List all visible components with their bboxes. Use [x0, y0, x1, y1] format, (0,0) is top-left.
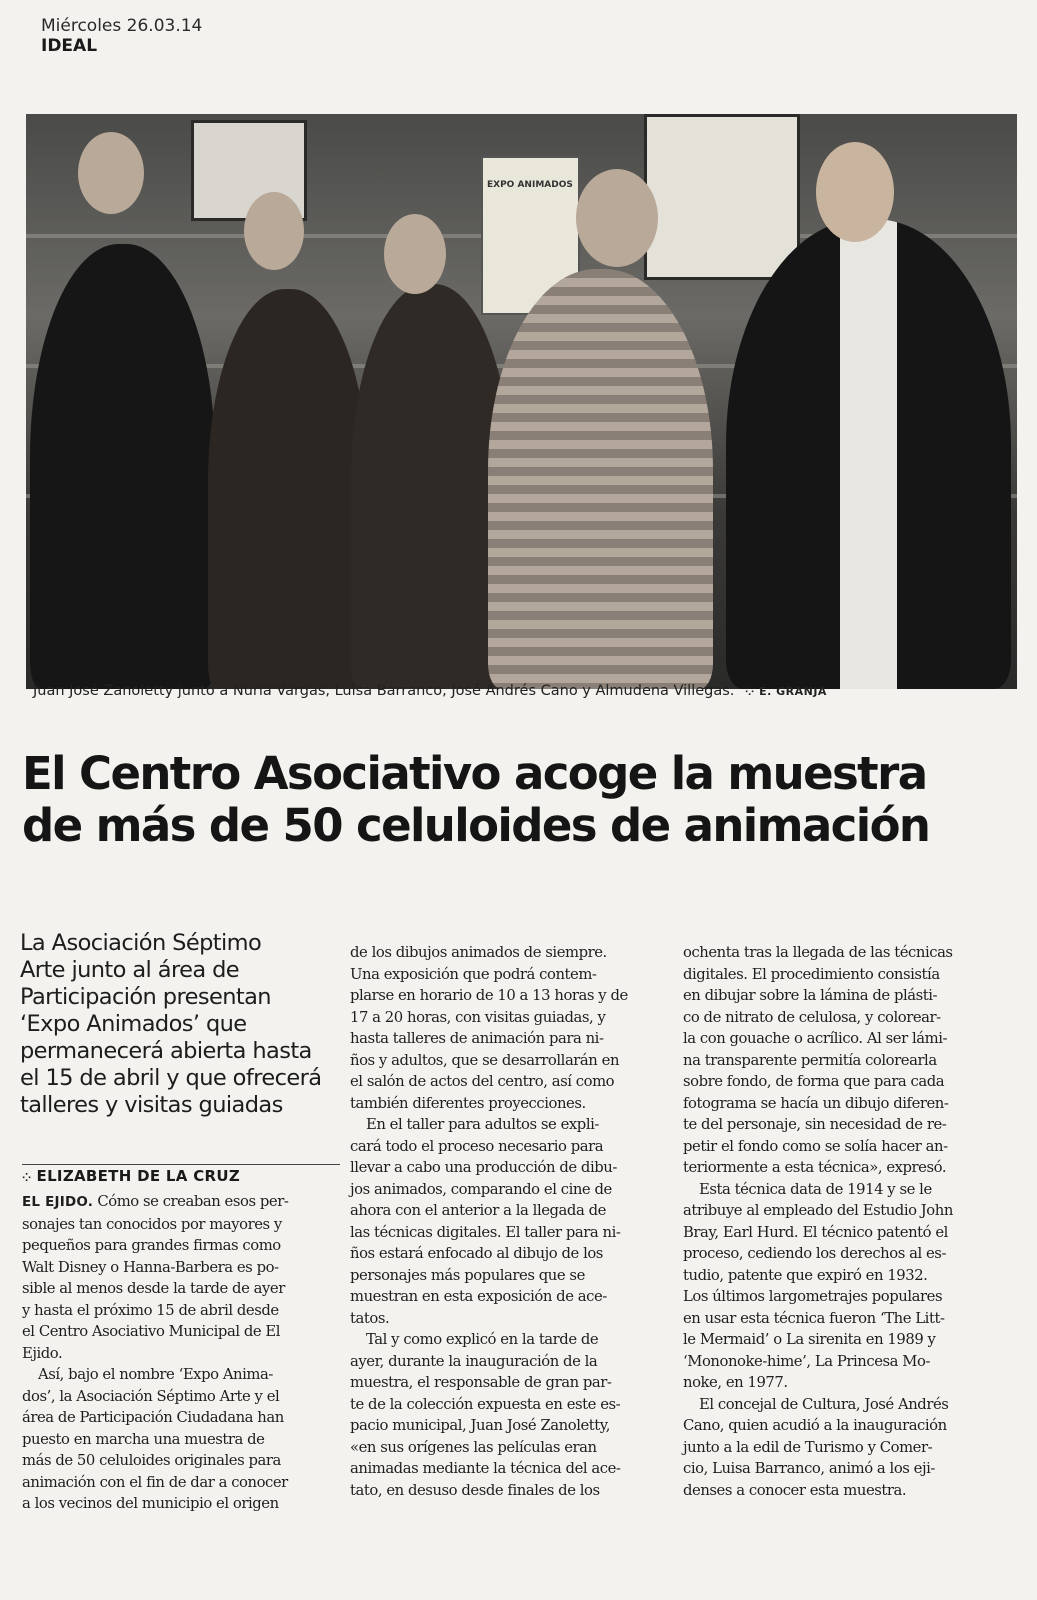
body-line: el Centro Asociativo Municipal de El	[22, 1323, 281, 1340]
body-line: 17 a 20 horas, con visitas guiadas, y	[350, 1008, 606, 1026]
body-line: sible al menos desde la tarde de ayer	[22, 1280, 285, 1297]
body-line: cio, Luisa Barranco, animó a los eji-	[683, 1460, 935, 1477]
poster-title: EXPO ANIMADOS	[487, 180, 573, 190]
body-line: llevar a cabo una producción de dibu-	[350, 1159, 617, 1176]
person-head	[78, 132, 144, 214]
body-line: personajes más populares que se	[350, 1266, 585, 1284]
lead-line: permanecerá abierta hasta	[20, 1038, 312, 1064]
body-line: más de 50 celuloides originales para	[22, 1452, 281, 1469]
body-line: proceso, cediendo los derechos al es-	[683, 1245, 947, 1262]
body-line: ‘Mononoke-hime’, La Princesa Mo-	[683, 1352, 930, 1370]
credit-name: E. GRANJA	[759, 685, 827, 698]
headline-line: El Centro Asociativo acoge la muestra	[22, 747, 927, 800]
body-line: Cano, quien acudió a la inauguración	[683, 1417, 947, 1434]
person-silhouette	[488, 269, 713, 689]
lead-line: ‘Expo Animados’ que	[20, 1011, 247, 1037]
lead-line: Participación presentan	[20, 984, 271, 1010]
body-line: junto a la edil de Turismo y Comer-	[683, 1438, 933, 1456]
body-line: tudio, patente que expiró en 1932.	[683, 1266, 928, 1284]
body-line: ayer, durante la inauguración de la	[350, 1352, 598, 1370]
lead-line: talleres y visitas guiadas	[20, 1092, 283, 1118]
photo-caption	[33, 682, 993, 701]
body-line: el salón de actos del centro, así como	[350, 1073, 615, 1090]
body-line: tato, en desuso desde finales de los	[350, 1481, 600, 1499]
headline-line: de más de 50 celuloides de animación	[22, 799, 930, 852]
byline	[22, 1164, 340, 1185]
person-head	[576, 169, 658, 267]
body-line: en usar esta técnica fueron ‘The Litt-	[683, 1309, 945, 1327]
body-line: jos animados, comparando el cine de	[350, 1180, 612, 1198]
body-line: En el taller para adultos se expli-	[366, 1116, 599, 1133]
person-head	[384, 214, 446, 294]
article-photo	[26, 114, 1017, 689]
masthead	[41, 16, 202, 56]
edition-date: Miércoles 26.03.14	[41, 16, 203, 36]
body-column-3	[683, 942, 999, 1501]
body-line: muestran en esta exposición de ace-	[350, 1288, 607, 1305]
dateline-location: EL EJIDO.	[22, 1194, 94, 1210]
person-silhouette	[726, 219, 1011, 689]
body-line: na transparente permitía colorearla	[683, 1051, 937, 1069]
body-line: Bray, Earl Hurd. El técnico patentó el	[683, 1223, 948, 1241]
body-line: hasta talleres de animación para ni-	[350, 1030, 604, 1047]
body-line: te de la colección expuesta en este es-	[350, 1395, 621, 1413]
article-lead	[20, 930, 340, 1119]
body-line: a los vecinos del municipio el origen	[22, 1495, 279, 1512]
body-line: ahora con el anterior a la llegada de	[350, 1202, 606, 1219]
body-line: ños y adultos, que se desarrollarán en	[350, 1051, 620, 1069]
body-line: sonajes tan conocidos por mayores y	[22, 1215, 282, 1233]
body-line: co de nitrato de celulosa, y colorear-	[683, 1008, 941, 1026]
body-line: y hasta el próximo 15 de abril desde	[22, 1301, 279, 1319]
body-line: ños estará enfocado al dibujo de los	[350, 1245, 603, 1262]
body-line: Ejido.	[22, 1344, 63, 1362]
body-line: Walt Disney o Hanna-Barbera es po-	[22, 1258, 279, 1276]
body-line: fotograma se hacía un dibujo diferen-	[683, 1094, 949, 1112]
body-line: petir el fondo como se solía hacer an-	[683, 1137, 948, 1155]
person-silhouette	[208, 289, 368, 689]
person-head	[244, 192, 304, 270]
body-line: ochenta tras la llegada de las técnicas	[683, 944, 953, 961]
body-line: «en sus orígenes las películas eran	[350, 1438, 597, 1456]
body-column-1	[22, 1191, 344, 1515]
body-line: sobre fondo, de forma que para cada	[683, 1073, 945, 1090]
person-head	[816, 142, 894, 242]
body-line: plarse en horario de 10 a 13 horas y de	[350, 987, 628, 1004]
body-line: pacio municipal, Juan José Zanoletty,	[350, 1417, 610, 1434]
body-line: área de Participación Ciudadana han	[22, 1409, 284, 1426]
body-line: tatos.	[350, 1309, 390, 1327]
lead-line: Arte junto al área de	[20, 957, 240, 983]
wall-frame	[644, 114, 800, 280]
body-line: digitales. El procedimiento consistía	[683, 965, 940, 983]
body-line: atribuye al empleado del Estudio John	[683, 1202, 953, 1219]
body-line: la con gouache o acrílico. Al ser lámi-	[683, 1030, 948, 1047]
body-line: muestra, el responsable de gran par-	[350, 1374, 612, 1391]
body-line: Tal y como explicó en la tarde de	[366, 1331, 599, 1348]
credit-mark: ⁘	[745, 685, 755, 698]
body-line: animadas mediante la técnica del ace-	[350, 1460, 621, 1477]
body-line: las técnicas digitales. El taller para ni-	[350, 1223, 621, 1241]
body-text: Cómo se creaban esos per-	[93, 1193, 289, 1210]
body-line: Así, bajo el nombre ‘Expo Anima-	[38, 1366, 273, 1383]
body-line: teriormente a esta técnica», expresó.	[683, 1159, 947, 1176]
body-line: cará todo el proceso necesario para	[350, 1137, 604, 1155]
article-headline	[22, 748, 1012, 852]
person-silhouette	[351, 284, 511, 689]
body-line: en dibujar sobre la lámina de plásti-	[683, 987, 938, 1004]
lead-line: el 15 de abril y que ofrecerá	[20, 1065, 322, 1091]
author-name: ELIZABETH DE LA CRUZ	[36, 1167, 241, 1185]
body-line: le Mermaid’ o La sirenita en 1989 y	[683, 1331, 936, 1348]
body-line: puesto en marcha una muestra de	[22, 1430, 265, 1448]
body-line: también diferentes proyecciones.	[350, 1094, 586, 1112]
body-line: denses a conocer esta muestra.	[683, 1481, 907, 1499]
body-line: de los dibujos animados de siempre.	[350, 944, 607, 961]
body-line	[22, 1191, 344, 1214]
body-line: dos’, la Asociación Séptimo Arte y el	[22, 1387, 280, 1405]
byline-mark: ⁘	[22, 1171, 32, 1184]
body-line: El concejal de Cultura, José Andrés	[699, 1395, 949, 1413]
person-silhouette	[30, 244, 215, 689]
body-line: Los últimos largometrajes populares	[683, 1288, 943, 1305]
body-line: Esta técnica data de 1914 y se le	[699, 1180, 932, 1198]
photo-credit	[745, 685, 827, 698]
body-line: Una exposición que podrá contem-	[350, 965, 597, 983]
body-line: te del personaje, sin necesidad de re-	[683, 1116, 947, 1133]
lead-line: La Asociación Séptimo	[20, 930, 262, 956]
body-line: pequeños para grandes firmas como	[22, 1237, 281, 1254]
body-line: animación con el fin de dar a conocer	[22, 1473, 288, 1491]
caption-text: Juan José Zanoletty junto a Nuria Vargas, Luisa Barranco, José Andrés Cano y Almudena Villegas.	[33, 683, 735, 699]
body-line: noke, en 1977.	[683, 1374, 788, 1391]
newspaper-name: IDEAL	[41, 36, 98, 56]
body-column-2	[350, 942, 665, 1501]
